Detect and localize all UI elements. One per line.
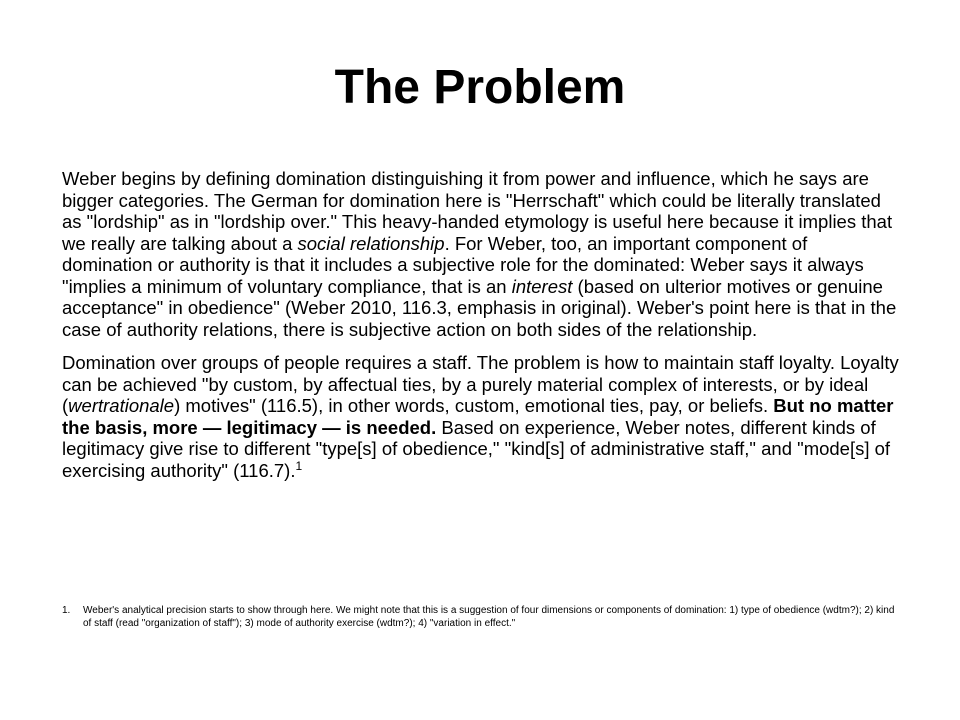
paragraph-2-bold-1: But no matter the basis, more — legitimacy — is needed. [62,395,894,438]
paragraph-2 [62,352,902,481]
footnote-number: 1. [62,605,71,616]
footnote-reference: 1 [295,458,303,473]
paragraph-2-text-1: Domination over groups of people requires a staff. The problem is how to maintain staff loyalty. Loyalty can be achieved "by custom, by affectual ties, by a purely material complex of interests, or by ideal ( [62,352,899,416]
paragraph-1-italic-1: social relationship [297,232,445,254]
slide-body [62,168,902,493]
footnotes [62,604,904,630]
paragraph-1-text-3: (based on ulterior motives or genuine acceptance" in obedience" (Weber 2010, 116.3, emphasis in original). Weber's point here is that in the case of authority relations, there is subjective action on both sides of the relationship. [62,275,897,340]
paragraph-2-text-3: Based on experience, Weber notes, different kinds of legitimacy give rise to different "type[s] of obedience," "kind[s] of administrative staff," and "mode[s] of exercising authority" (116.7). [62,416,891,481]
paragraph-1 [62,168,902,340]
paragraph-1-text-2: . For Weber, too, an important component of domination or authority is that it includes a subjective role for the dominated: Weber says it always "implies a minimum of voluntary compliance, that is an [62,232,864,297]
paragraph-1-italic-2: interest [511,275,573,297]
slide-title: The Problem [334,61,626,114]
paragraph-2-text-2: ) motives" (116.5), in other words, custom, emotional ties, pay, or beliefs. [174,395,774,416]
footnote-item [62,604,904,630]
footnote-text: Weber's analytical precision starts to show through here. We might note that this is a suggestion of four dimensions or components of domination: 1) type of obedience (wdtm?); 2) kind of staff (read "organization of staff"); 3) mode of authority exercise (wdtm?); 4) "variation in effect." [83,605,895,629]
paragraph-1-text-1: Weber begins by defining domination distinguishing it from power and influence, which he says are bigger categories. The German for domination here is "Herrschaft" which could be literally translated as "lordship" as in "lordship over." This heavy-handed etymology is useful here because it implies that we really are talking about a [62,168,893,254]
paragraph-2-italic-1: wertrationale [68,395,175,416]
